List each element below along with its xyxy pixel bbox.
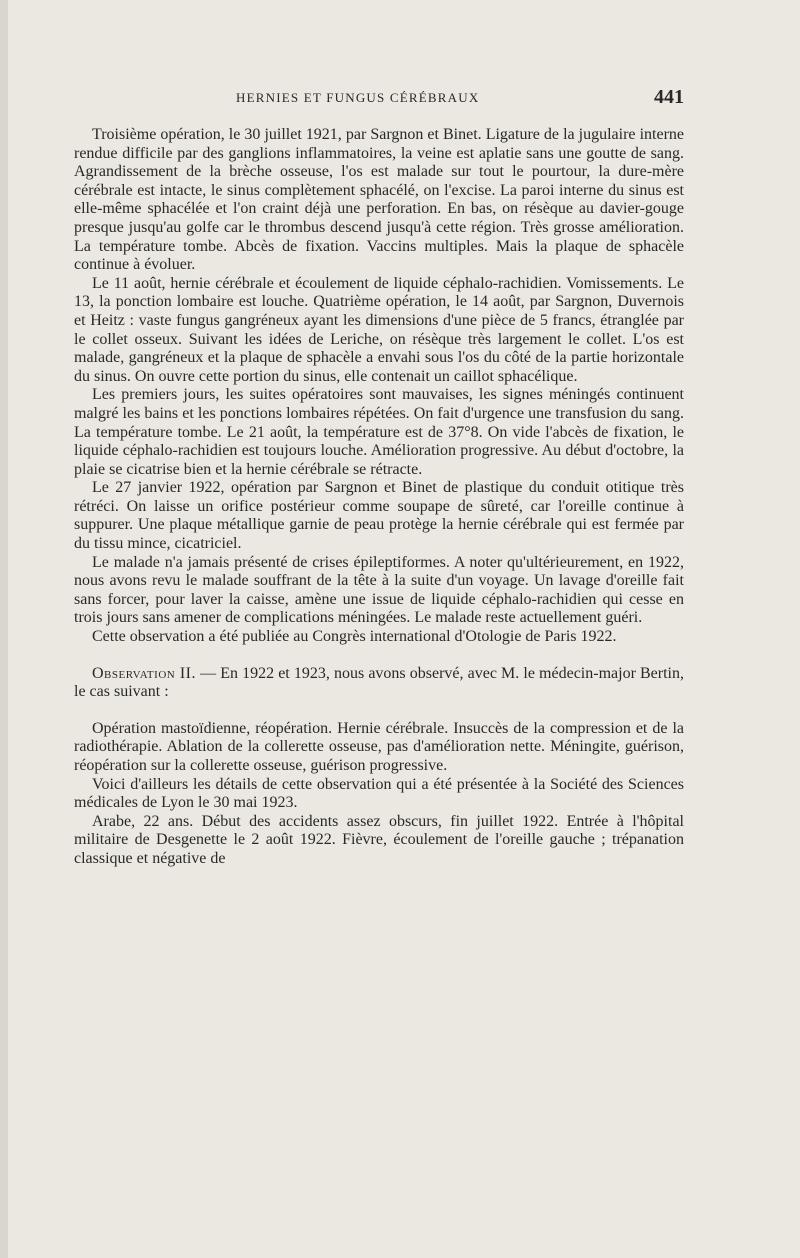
page-header	[74, 86, 684, 112]
paragraph: Le 11 août, hernie cérébrale et écoulement de liquide céphalo-rachidien. Vomissements. Le 13, la ponction lombaire est louche. Quatrième opération, le 14 août, par Sargnon, Duvernois et Heitz : vaste fungus gangréneux ayant les dimensions d'une pièce de 5 francs, étranglée par le collet osseux. Suivant les idées de Leriche, on résèque très largement le collet. L'os est malade, gangréneux et la plaque de sphacèle a envahi sous l'os du côté de la partie horizontale du sinus. On ouvre cette portion du sinus, elle contenait un caillot sphacélique.	[74, 274, 684, 385]
running-title: HERNIES ET FUNGUS CÉRÉBRAUX	[236, 90, 480, 105]
paragraph: Arabe, 22 ans. Début des accidents assez obscurs, fin juillet 1922. Entrée à l'hôpital militaire de Desgenette le 2 août 1922. Fièvre, écoulement de l'oreille gauche ; trépanation classique et négative de	[74, 812, 684, 867]
observation-intro: — En 1922 et 1923, nous avons observé, avec M. le médecin-major Bertin, le cas suivant :	[74, 664, 684, 701]
page-edge-shadow	[0, 0, 8, 1258]
page-number: 441	[654, 86, 684, 108]
paragraph: Opération mastoïdienne, réopération. Hernie cérébrale. Insuccès de la compression et de la radiothérapie. Ablation de la collerette osseuse, pas d'amélioration nette. Méningite, guérison, réopération sur la collerette osseuse, guérison progressive.	[74, 719, 684, 774]
paragraph: Voici d'ailleurs les détails de cette observation qui a été présentée à la Société des Sciences médicales de Lyon le 30 mai 1923.	[74, 775, 684, 812]
paragraph: Troisième opération, le 30 juillet 1921, par Sargnon et Binet. Ligature de la jugulaire interne rendue difficile par des ganglions inflammatoires, la veine est aplatie sans une goutte de sang. Agrandissement de la brèche osseuse, l'os est malade sur tout le pourtour, la dure-mère cérébrale est intacte, le sinus complètement sphacélé, on l'excise. La paroi interne du sinus est elle-même sphacélée et l'on craint déjà une perforation. En bas, on résèque au davier-gouge presque jusqu'au golfe car le thrombus descend jusqu'à cette région. Très grosse amélioration. La température tombe. Abcès de fixation. Vaccins multiples. Mais la plaque de sphacèle continue à évoluer.	[74, 126, 684, 274]
paragraph: Le 27 janvier 1922, opération par Sargnon et Binet de plastique du conduit otitique très rétréci. On laisse un orifice postérieur comme soupape de sûreté, car l'oreille continue à suppurer. Une plaque métallique garnie de peau protège la hernie cérébrale qui est fermée par du tissu mince, cicatriciel.	[74, 479, 684, 553]
paragraph: Cette observation a été publiée au Congrès international d'Otologie de Paris 1922.	[92, 628, 617, 646]
observation-paragraph	[74, 665, 684, 702]
body-text	[74, 126, 684, 869]
observation-label: Observation II.	[92, 664, 196, 682]
paragraph: Les premiers jours, les suites opératoires sont mauvaises, les signes méningés continuent malgré les bains et les ponctions lombaires répétées. On fait d'urgence une transfusion du sang. La température tombe. Le 21 août, la température est de 37°8. On vide l'abcès de fixation, le liquide céphalo-rachidien est toujours louche. Amélioration progressive. Au début d'octobre, la plaie se cicatrise bien et la hernie cérébrale se rétracte.	[74, 386, 684, 478]
paragraph: Le malade n'a jamais présenté de crises épileptiformes. A noter qu'ultérieurement, en 1922, nous avons revu le malade souffrant de la tête à la suite d'un voyage. Un lavage d'oreille fait sans forcer, pour laver la caisse, amène une issue de liquide céphalo-rachidien qui cesse en trois jours sans amener de complications méningées. Le malade reste actuellement guéri.	[74, 553, 684, 627]
